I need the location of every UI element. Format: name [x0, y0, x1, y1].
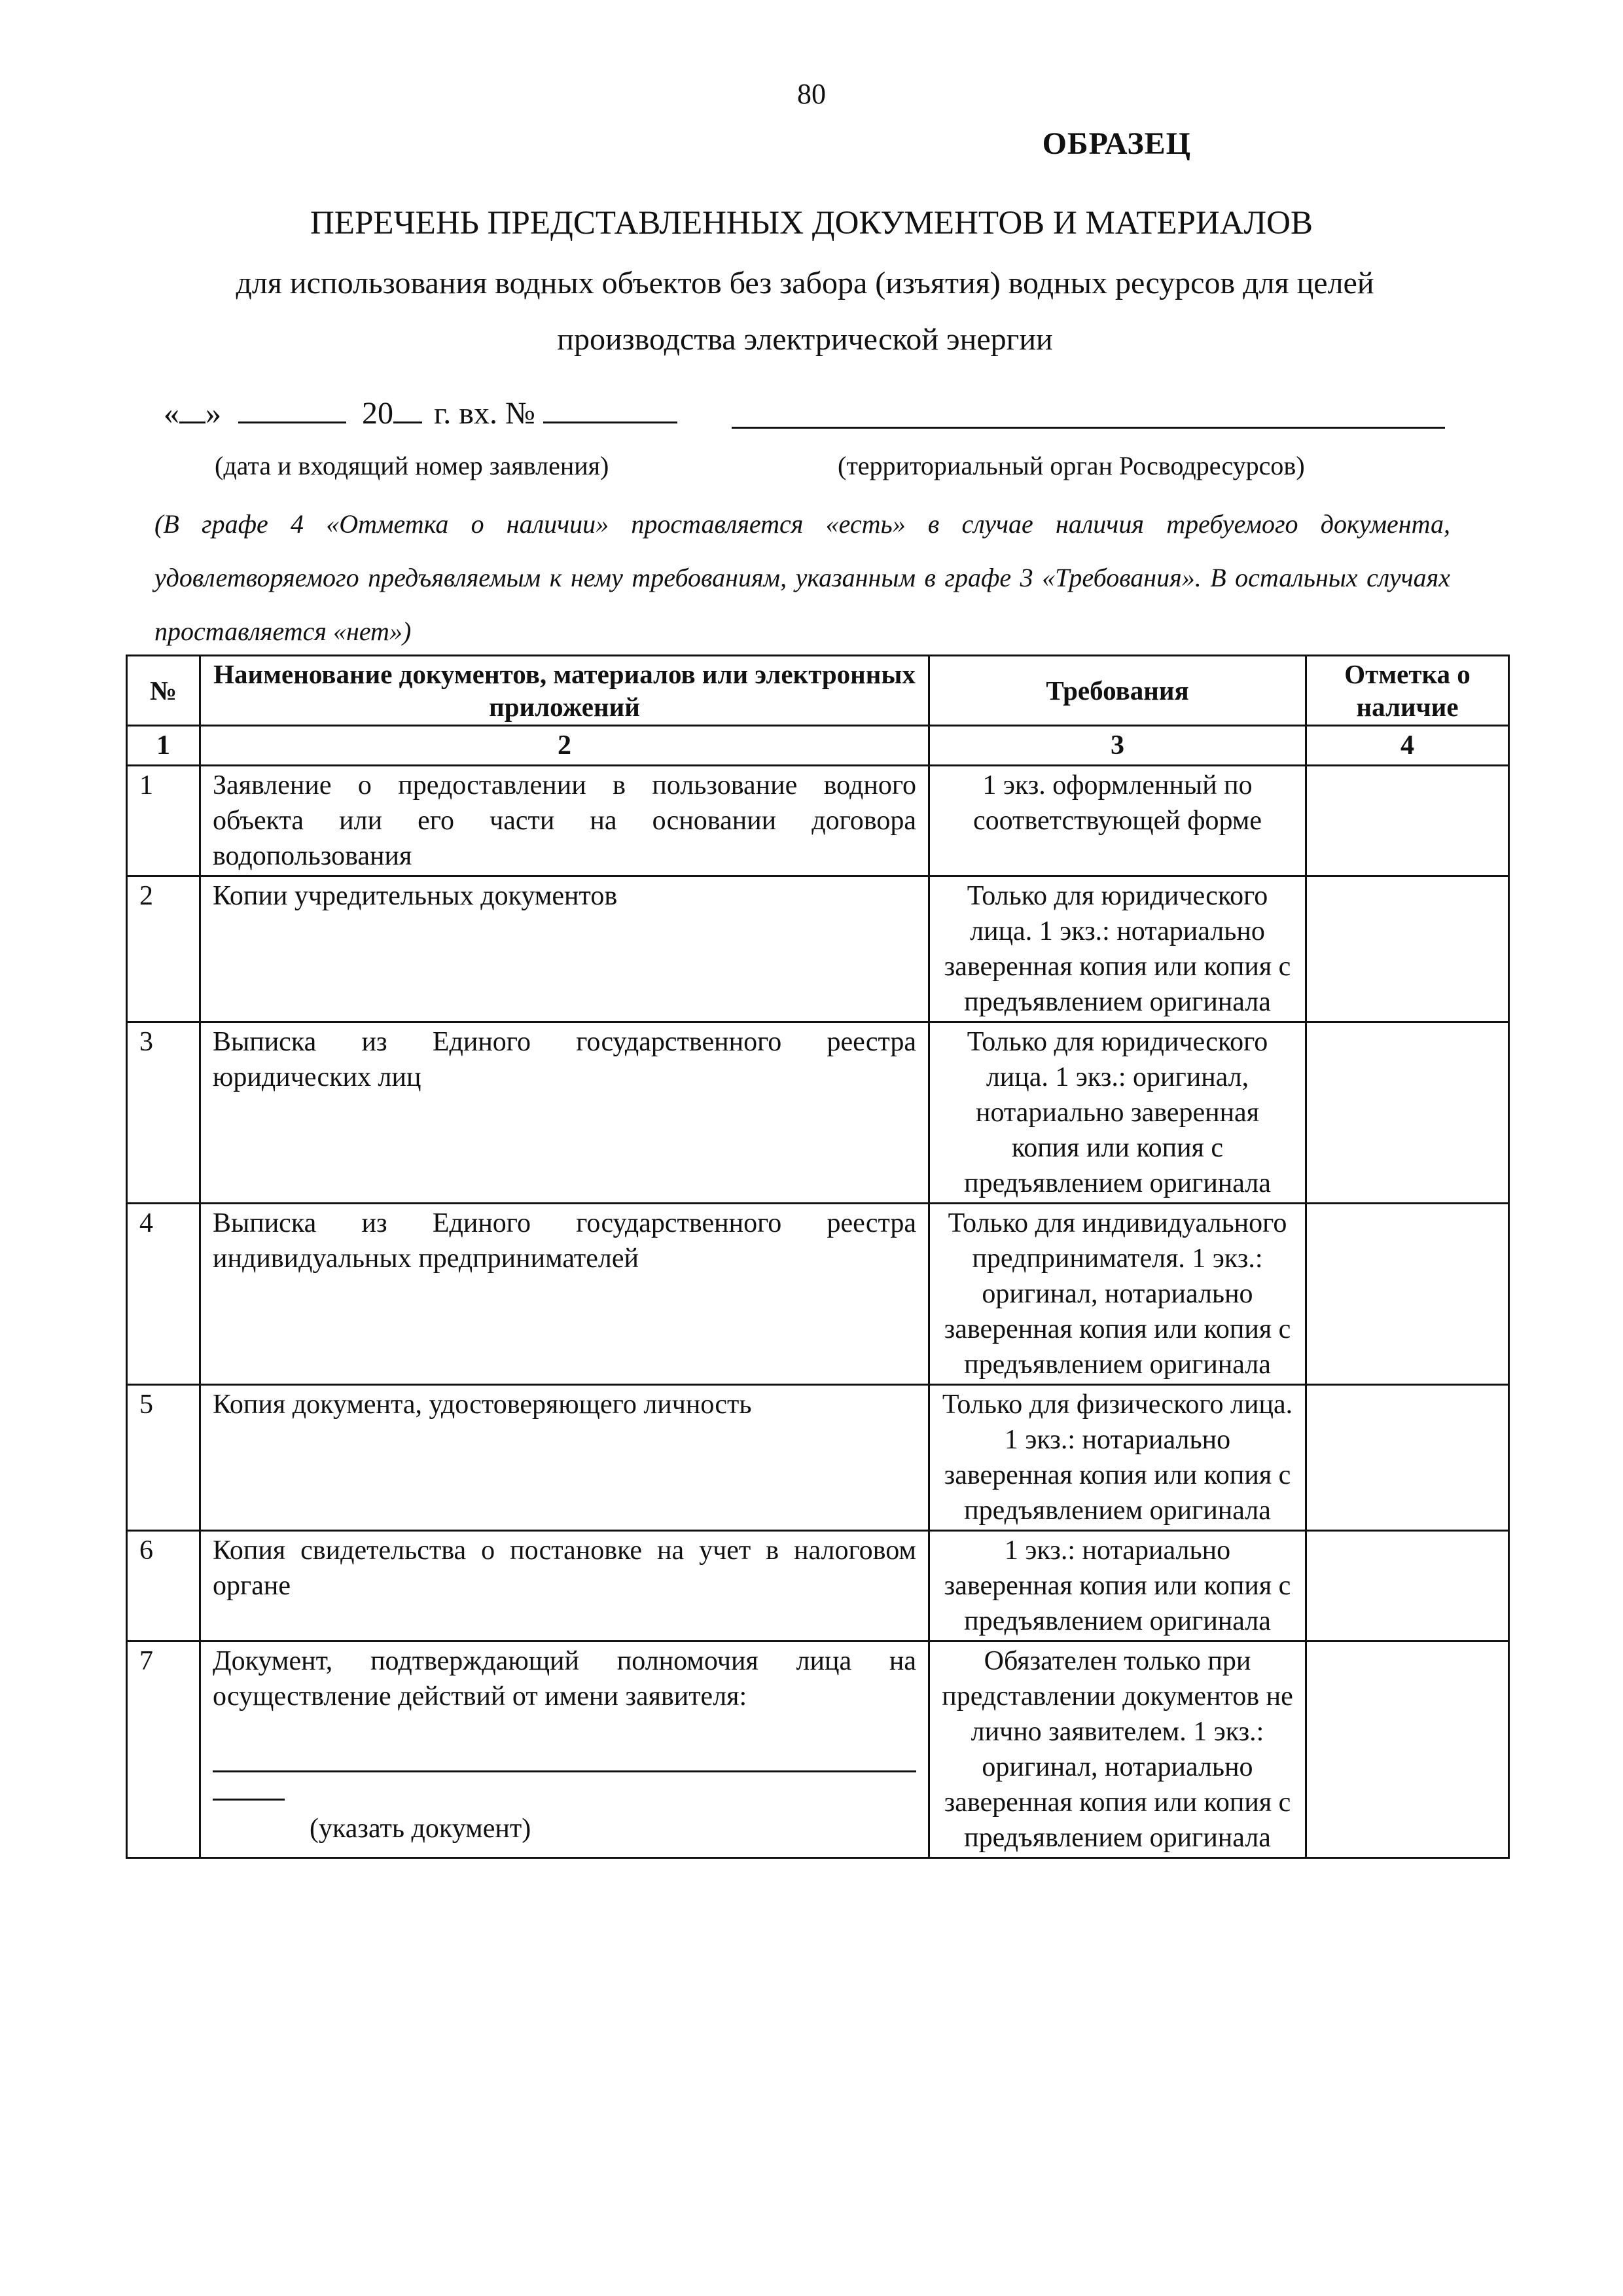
document-requirements: Только для юридического лица. 1 экз.: нотариально заверенная копия или копия с предъявлением оригинала: [929, 876, 1306, 1022]
territorial-organ-caption: (территориальный орган Росводресурсов): [838, 451, 1305, 480]
document-requirements: Только для физического лица. 1 экз.: нотариально заверенная копия или копия с предъявлением оригинала: [929, 1385, 1306, 1531]
year-prefix: 20: [362, 396, 393, 431]
header-requirements: Требования: [929, 656, 1306, 726]
table-row: [127, 1531, 1509, 1641]
availability-mark-cell[interactable]: [1306, 766, 1509, 876]
column-number: 3: [929, 726, 1306, 766]
document-requirements: 1 экз. оформленный по соответствующей форме: [929, 766, 1306, 876]
availability-mark-cell[interactable]: [1306, 1641, 1509, 1858]
month-blank[interactable]: [238, 393, 346, 423]
header-num: №: [127, 656, 200, 726]
row-number: 1: [127, 766, 200, 876]
column-number-row: [127, 726, 1509, 766]
document-name: Копия свидетельства о постановке на учет в налоговом органе: [200, 1531, 929, 1641]
table-row: [127, 1022, 1509, 1204]
row-number: 2: [127, 876, 200, 1022]
availability-mark-cell[interactable]: [1306, 1022, 1509, 1204]
table-row: [127, 876, 1509, 1022]
document-name: Заявление о предоставлении в пользование водного объекта или его части на основании договора водопользования: [200, 766, 929, 876]
document-fill-line-continuation[interactable]: [213, 1772, 285, 1801]
column-number: 4: [1306, 726, 1509, 766]
page-number: 80: [797, 78, 826, 110]
header-name: Наименование документов, материалов или электронных приложений: [200, 656, 929, 726]
registration-number-blank[interactable]: [543, 393, 677, 423]
document-name: Выписка из Единого государственного реестра юридических лиц: [200, 1022, 929, 1204]
document-requirements: Только для юридического лица. 1 экз.: оригинал, нотариально заверенная копия или копия с предъявлением оригинала: [929, 1022, 1306, 1204]
column-number: 1: [127, 726, 200, 766]
availability-mark-cell[interactable]: [1306, 1385, 1509, 1531]
document-fill-line[interactable]: [213, 1738, 916, 1772]
document-name: Выписка из Единого государственного реестра индивидуальных предпринимателей: [200, 1204, 929, 1385]
document-subtitle: для использования водных объектов без забора (изъятия) водных ресурсов для целей производства электрической энергии: [236, 266, 1374, 357]
close-quote: »: [205, 396, 221, 431]
row-number: 3: [127, 1022, 200, 1204]
row-number: 6: [127, 1531, 200, 1641]
instruction-note: (В графе 4 «Отметка о наличии» проставляется «есть» в случае наличия требуемого документа, удовлетворяемого предъявляемым к нему требованиям, указанным в графе 3 «Требования». В остальных случаях проставляется «нет»): [154, 509, 1450, 646]
header-mark: Отметка о наличие: [1306, 656, 1509, 726]
row-number: 5: [127, 1385, 200, 1531]
column-number: 2: [200, 726, 929, 766]
document-requirements: Обязателен только при представлении документов не лично заявителем. 1 экз.: оригинал, нотариально заверенная копия или копия с предъявлением оригинала: [929, 1641, 1306, 1858]
row-number: 7: [127, 1641, 200, 1858]
document-requirements: 1 экз.: нотариально заверенная копия или копия с предъявлением оригинала: [929, 1531, 1306, 1641]
document-name: Копии учредительных документов: [200, 876, 929, 1022]
year-blank[interactable]: [393, 393, 422, 423]
date-and-number-line: [164, 393, 677, 431]
table-header-row: [127, 656, 1509, 726]
document-name-cell: [200, 1641, 929, 1858]
document-requirements: Только для индивидуального предпринимателя. 1 экз.: оригинал, нотариально заверенная копия или копия с предъявлением оригинала: [929, 1204, 1306, 1385]
table-row: [127, 766, 1509, 876]
document-title: ПЕРЕЧЕНЬ ПРЕДСТАВЛЕННЫХ ДОКУМЕНТОВ И МАТЕРИАЛОВ: [310, 205, 1313, 242]
table-row: [127, 1204, 1509, 1385]
availability-mark-cell[interactable]: [1306, 1204, 1509, 1385]
document-name: Копия документа, удостоверяющего личность: [200, 1385, 929, 1531]
availability-mark-cell[interactable]: [1306, 1531, 1509, 1641]
table-row: [127, 1385, 1509, 1531]
row-number: 4: [127, 1204, 200, 1385]
documents-table: [126, 655, 1510, 1859]
registration-number-label: г. вх. №: [434, 396, 535, 431]
open-quote: «: [164, 396, 179, 431]
date-number-caption: (дата и входящий номер заявления): [215, 451, 609, 480]
table-row: [127, 1641, 1509, 1858]
territorial-organ-blank[interactable]: [732, 427, 1445, 429]
sample-label: ОБРАЗЕЦ: [1042, 126, 1191, 161]
day-blank[interactable]: [179, 393, 205, 423]
document-name: Документ, подтверждающий полномочия лица на осуществление действий от имени заявителя:: [213, 1646, 916, 1712]
specify-document-hint: (указать документ): [310, 1814, 531, 1844]
availability-mark-cell[interactable]: [1306, 876, 1509, 1022]
